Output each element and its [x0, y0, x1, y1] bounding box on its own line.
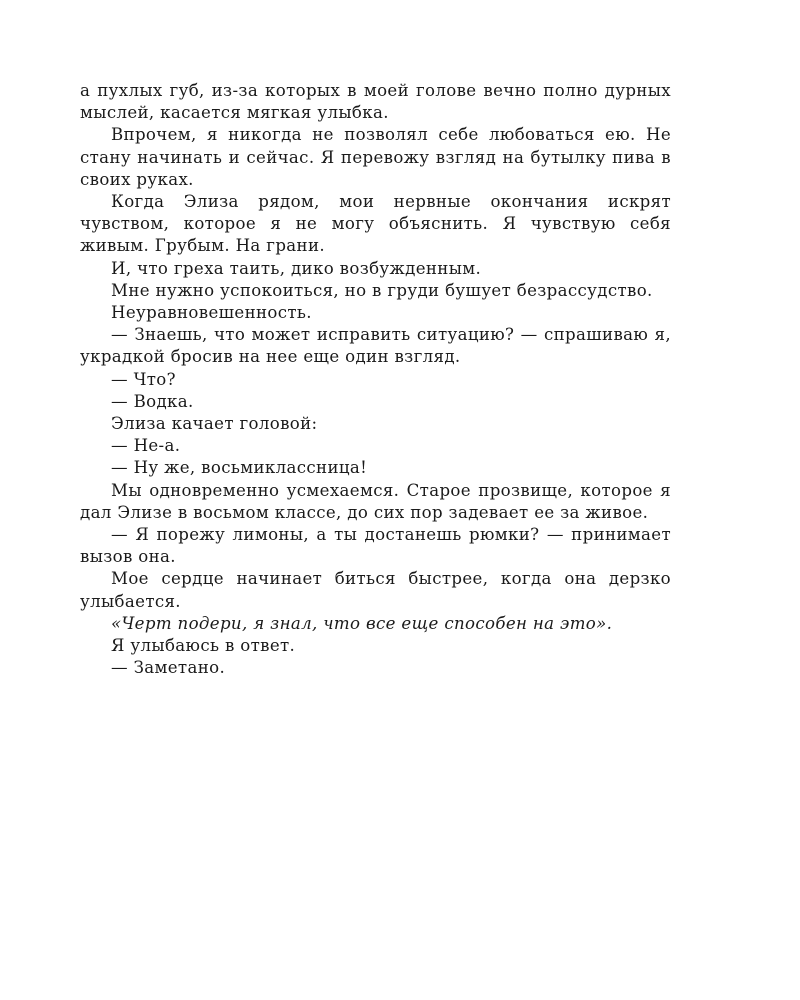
dialogue-4: — Не-а. [111, 436, 181, 456]
paragraph-10: Я улыбаюсь в ответ. [111, 636, 296, 656]
paragraph-7: Элиза качает головой: [111, 414, 318, 434]
paragraph-6: Неуравновешенность. [111, 303, 312, 323]
dialogue-1: — Знаешь, что может исправить ситуацию? — спрашиваю я, украдкой бросив на нее еще один взгляд. [80, 325, 671, 367]
paragraph-3: Когда Элиза рядом, мои нервные окончания искрят чувством, которое я не могу объяснить. Я чувствую себя живым. Грубым. На грани. [80, 192, 671, 256]
paragraph-1: а пухлых губ, из-за которых в моей голове вечно полно дурных мыслей, касается мягкая улыбка. [80, 81, 671, 123]
paragraph-4: И, что греха таить, дико возбужденным. [111, 258, 482, 278]
dialogue-6: — Я порежу лимоны, а ты достанешь рюмки? — принимает вызов она. [80, 525, 671, 567]
paragraph-5: Мне нужно успокоиться, но в груди бушует безрассудство. [111, 280, 653, 300]
paragraph-9: Мое сердце начинает биться быстрее, когда она дерзко улыбается. [80, 569, 671, 611]
book-page [80, 80, 671, 679]
italic-thought: «Черт подери, я знал, что все еще способен на это». [111, 613, 613, 633]
dialogue-3: — Водка. [111, 391, 194, 411]
dialogue-7: — Заметано. [111, 658, 226, 678]
paragraph-8: Мы одновременно усмехаемся. Старое прозвище, которое я дал Элизе в восьмом классе, до сих пор задевает ее за живое. [80, 480, 671, 522]
dialogue-2: — Что? [111, 369, 176, 389]
dialogue-5: — Ну же, восьмиклассница! [111, 458, 368, 478]
paragraph-2: Впрочем, я никогда не позволял себе любоваться ею. Не стану начинать и сейчас. Я перевожу взгляд на бутылку пива в своих руках. [80, 125, 671, 189]
